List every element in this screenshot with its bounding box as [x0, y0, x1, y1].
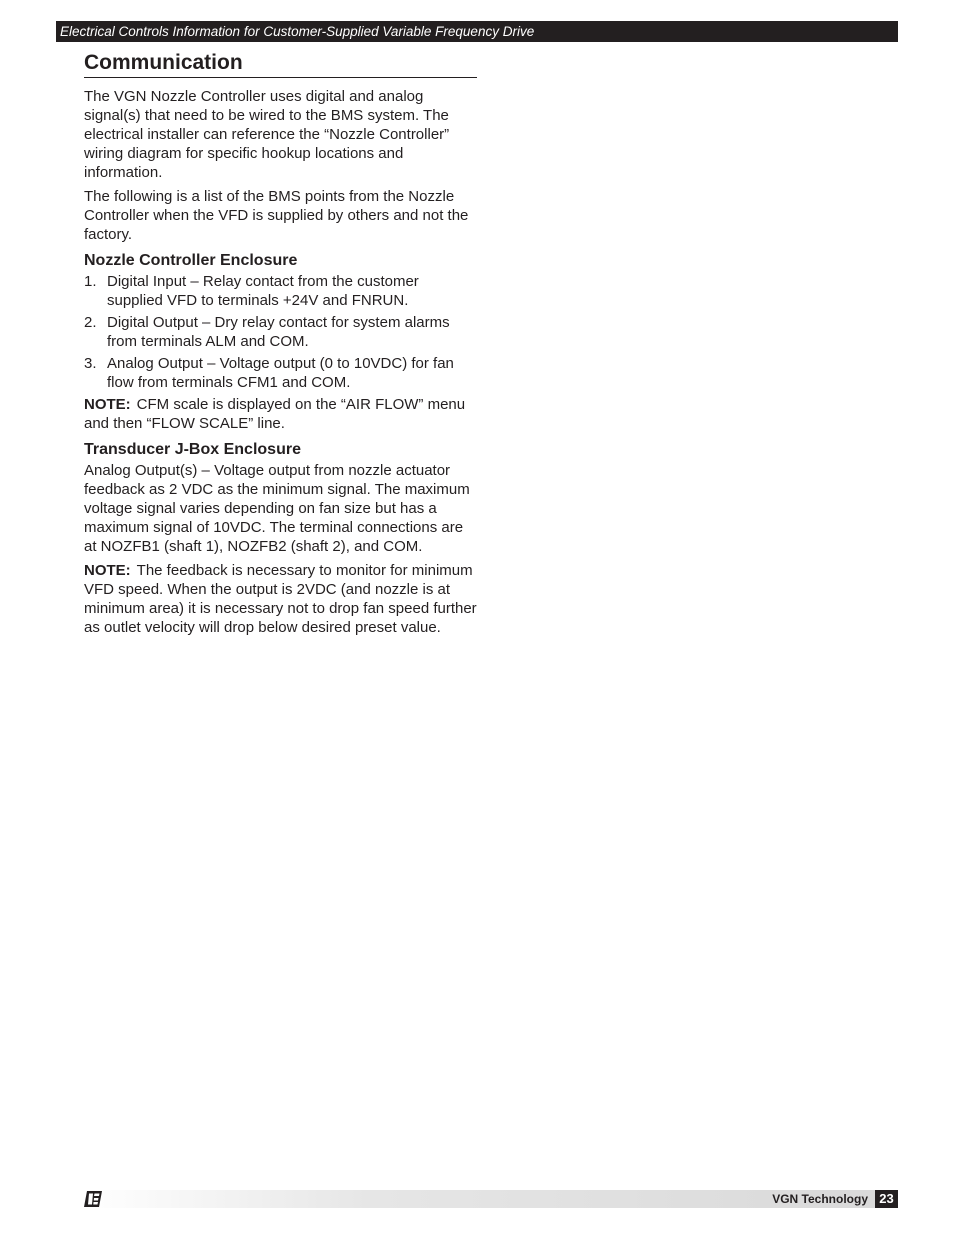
note-text: The feedback is necessary to monitor for minimum VFD speed. When the output is 2VDC (and nozzle is at minimum area) it is necessary not to drop fan speed further as outlet velocity will drop below desired preset value. [84, 562, 477, 636]
list-item [84, 272, 477, 310]
note-label: NOTE: [84, 396, 131, 413]
note-label: NOTE: [84, 562, 131, 579]
intro-paragraph-2: The following is a list of the BMS points from the Nozzle Controller when the VFD is supplied by others and not the factory. [84, 188, 469, 243]
section-title: Communication [84, 50, 477, 78]
nozzle-controller-heading: Nozzle Controller Enclosure [84, 252, 298, 269]
list-item-number: 1. [84, 273, 97, 290]
main-column [84, 50, 477, 642]
list-item-number: 3. [84, 355, 97, 372]
list-item [84, 313, 477, 351]
greenheck-logo-icon [84, 1191, 102, 1207]
list-item-text: Analog Output – Voltage output (0 to 10VDC) for fan flow from terminals CFM1 and COM. [107, 355, 454, 391]
list-item-text: Digital Output – Dry relay contact for system alarms from terminals ALM and COM. [107, 314, 450, 350]
running-header: Electrical Controls Information for Customer-Supplied Variable Frequency Drive [56, 21, 898, 42]
cfm-note [84, 395, 477, 433]
list-item [84, 354, 477, 392]
list-item-text: Digital Input – Relay contact from the customer supplied VFD to terminals +24V and FNRUN. [107, 273, 419, 309]
bms-points-list [84, 272, 477, 392]
transducer-heading: Transducer J-Box Enclosure [84, 441, 301, 458]
list-item-number: 2. [84, 314, 97, 331]
transducer-paragraph: Analog Output(s) – Voltage output from nozzle actuator feedback as 2 VDC as the minimum signal. The maximum voltage signal varies depending on fan size but has a maximum signal of 10VDC. The terminal connections are at NOZFB1 (shaft 1), NOZFB2 (shaft 2), and COM. [84, 462, 470, 555]
intro-paragraph-1: The VGN Nozzle Controller uses digital and analog signal(s) that need to be wired to the BMS system. The electrical installer can reference the “Nozzle Controller” wiring diagram for specific hookup locations and information. [84, 88, 450, 181]
feedback-note [84, 561, 477, 637]
page-number: 23 [875, 1190, 898, 1208]
note-text: CFM scale is displayed on the “AIR FLOW” menu and then “FLOW SCALE” line. [84, 396, 466, 432]
footer-product-name: VGN Technology [772, 1192, 868, 1206]
